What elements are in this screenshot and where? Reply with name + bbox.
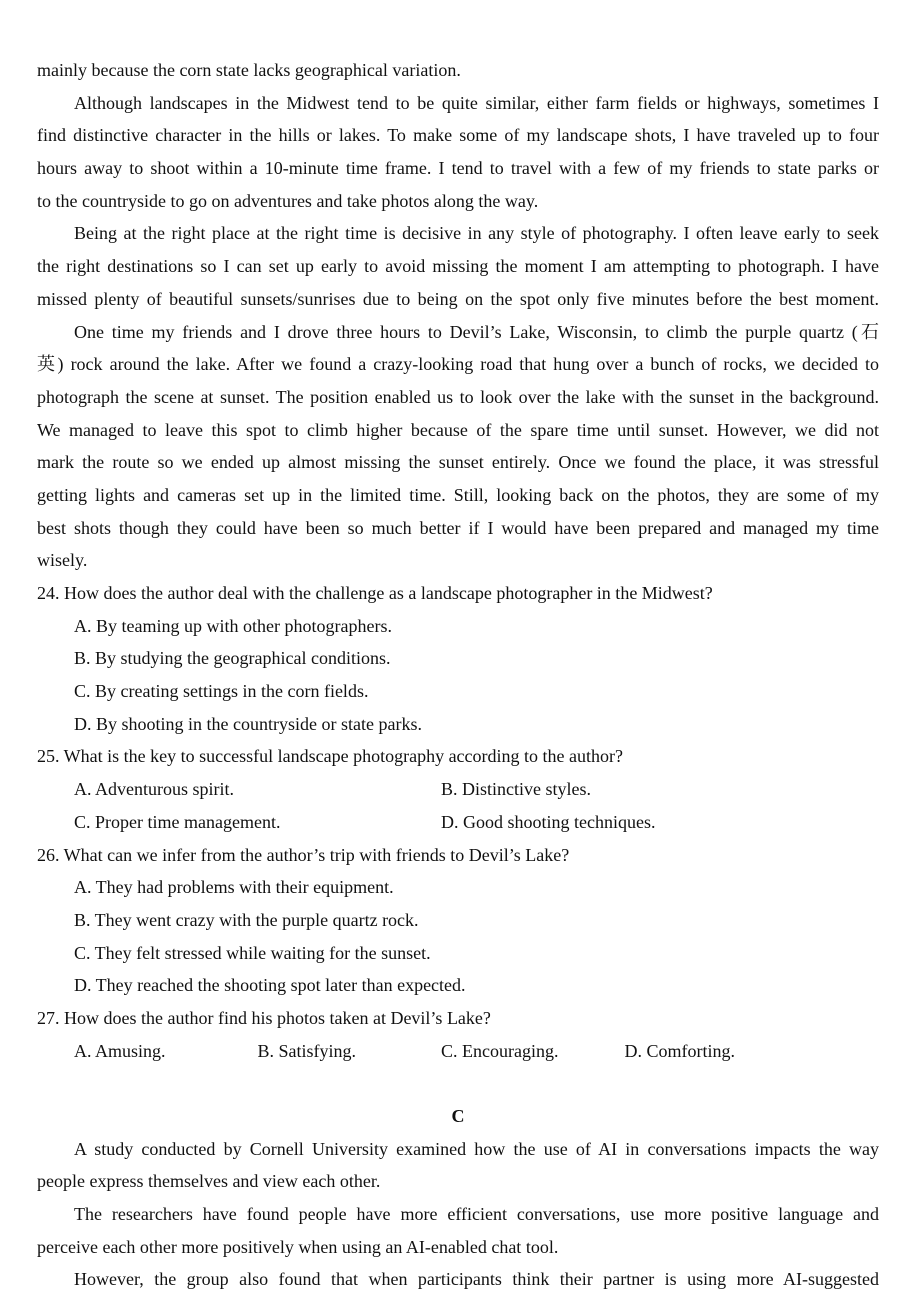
question-25-options-row — [37, 773, 879, 806]
passage-c-line: people express themselves and view each other. — [37, 1171, 381, 1192]
passage-b-line: One time my friends and I drove three hours to Devil’s Lake, Wisconsin, to climb the purple quartz (石 — [74, 321, 879, 342]
passage-c-line: A study conducted by Cornell University examined how the use of AI in conversations impacts the way — [74, 1138, 879, 1159]
passage-b-line: missed plenty of beautiful sunsets/sunrises due to being on the spot only five minutes before the best moment. — [37, 288, 879, 309]
question-25-options-row — [37, 806, 879, 839]
passage-b-line: find distinctive character in the hills or lakes. To make some of my landscape shots, I have traveled up to four — [37, 125, 879, 146]
question-24-stem: 24. How does the author deal with the challenge as a landscape photographer in the Midwest? — [37, 583, 713, 603]
passage-c-line: perceive each other more positively when using an AI-enabled chat tool. — [37, 1236, 559, 1257]
passage-b-line: best shots though they could have been so much better if I would have been prepared and managed my time — [37, 517, 879, 538]
section-spacer — [37, 1067, 879, 1100]
question-27-option-c: C. Encouraging. — [441, 1040, 559, 1061]
question-24-option-a: A. By teaming up with other photographers. — [74, 615, 392, 636]
passage-b-line: hours away to shoot within a 10-minute time frame. I tend to travel with a few of my friends to state parks or — [37, 158, 879, 179]
passage-b-line: Being at the right place at the right time is decisive in any style of photography. I often leave early to seek — [74, 223, 879, 244]
question-26-option-a: A. They had problems with their equipment. — [74, 877, 394, 898]
exam-page — [37, 54, 879, 1296]
question-25-option-c: C. Proper time management. — [74, 811, 281, 832]
question-26-option-d: D. They reached the shooting spot later than expected. — [74, 975, 466, 996]
question-25-option-a: A. Adventurous spirit. — [74, 779, 234, 800]
question-25-option-b: B. Distinctive styles. — [441, 779, 591, 800]
question-25-option-d: D. Good shooting techniques. — [441, 811, 656, 832]
passage-b-line: mark the route so we ended up almost missing the sunset entirely. Once we found the place, it was stressful — [37, 452, 879, 473]
question-25-stem: 25. What is the key to successful landscape photography according to the author? — [37, 746, 623, 767]
passage-b-line: Although landscapes in the Midwest tend to be quite similar, either farm fields or highways, sometimes I — [74, 92, 879, 113]
passage-c-line: However, the group also found that when participants think their partner is using more AI-suggested — [74, 1269, 879, 1290]
passage-b-line: to the countryside to go on adventures and take photos along the way. — [37, 190, 539, 211]
section-heading-c: C — [451, 1106, 465, 1126]
question-26-option-c: C. They felt stressed while waiting for the sunset. — [74, 942, 431, 963]
question-26-stem: 26. What can we infer from the author’s trip with friends to Devil’s Lake? — [37, 844, 570, 865]
passage-b-line: photograph the scene at sunset. The position enabled us to look over the lake with the sunset in the background. — [37, 386, 879, 407]
question-27-option-b: B. Satisfying. — [257, 1040, 357, 1061]
question-24-option-c: C. By creating settings in the corn fields. — [74, 681, 369, 702]
passage-b-line: getting lights and cameras set up in the limited time. Still, looking back on the photos, they are some of my — [37, 484, 879, 505]
question-27-option-d: D. Comforting. — [624, 1040, 735, 1061]
question-24-option-b: B. By studying the geographical conditions. — [74, 648, 391, 669]
passage-c-line: The researchers have found people have more efficient conversations, use more positive language and — [74, 1204, 879, 1225]
question-27-options-row — [37, 1035, 879, 1068]
question-27-option-a: A. Amusing. — [74, 1040, 166, 1061]
question-24-option-d: D. By shooting in the countryside or state parks. — [74, 713, 422, 734]
passage-b-line: the right destinations so I can set up early to avoid missing the moment I am attempting to photograph. I have — [37, 256, 879, 277]
passage-b-line: We managed to leave this spot to climb higher because of the spare time until sunset. However, we did not — [37, 419, 879, 440]
passage-b-line: wisely. — [37, 550, 88, 571]
question-27-stem: 27. How does the author find his photos taken at Devil’s Lake? — [37, 1007, 491, 1028]
question-26-option-b: B. They went crazy with the purple quartz rock. — [74, 909, 419, 930]
passage-b-line: 英) rock around the lake. After we found a crazy-looking road that hung over a bunch of rocks, we decided to — [37, 354, 879, 375]
passage-b-line: mainly because the corn state lacks geographical variation. — [37, 60, 461, 80]
